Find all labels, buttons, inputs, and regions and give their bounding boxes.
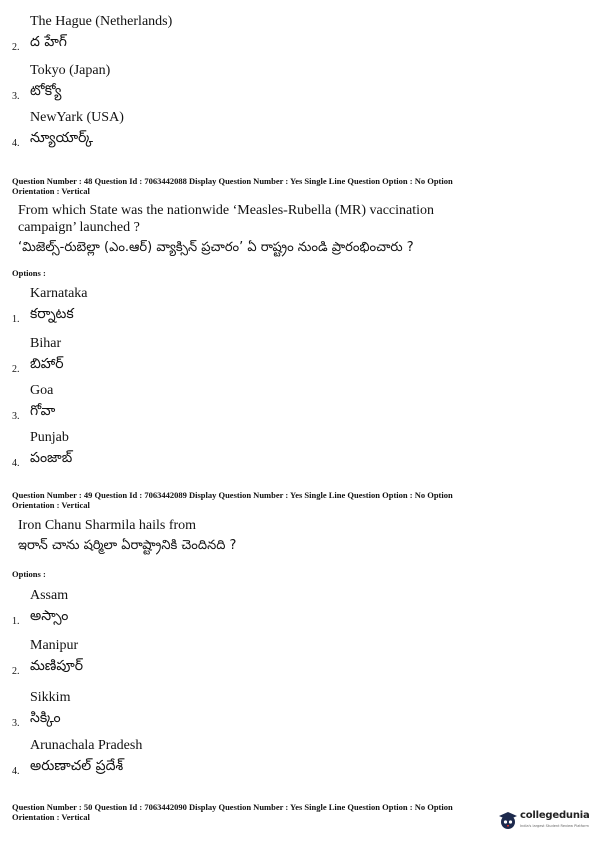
option-number: 2. bbox=[12, 364, 20, 375]
logo-tagline: India's largest Student Review Platform bbox=[520, 824, 589, 828]
meta-line-2: Orientation : Vertical bbox=[12, 186, 90, 196]
option-english: NewYark (USA) bbox=[30, 110, 124, 125]
option-english: Tokyo (Japan) bbox=[30, 63, 111, 78]
option-number: 1. bbox=[12, 616, 20, 627]
collegedunia-logo bbox=[498, 808, 590, 836]
option-english: Karnataka bbox=[30, 286, 88, 301]
option-english: Assam bbox=[30, 588, 69, 603]
meta-line-2: Orientation : Vertical bbox=[12, 812, 90, 822]
option-telugu: కర్నాటక bbox=[30, 306, 74, 322]
option-49-2 bbox=[12, 636, 572, 682]
question-line-1: From which State was the nationwide ‘Measles-Rubella (MR) vaccination bbox=[18, 203, 435, 218]
option-prev-hague-en: The Hague (Netherlands) bbox=[30, 14, 173, 29]
option-english: Sikkim bbox=[30, 690, 71, 705]
option-number: 3. bbox=[12, 411, 20, 422]
option-telugu: అస్సాం bbox=[30, 608, 69, 624]
option-number: 3. bbox=[12, 91, 20, 102]
graduation-cap-icon bbox=[498, 810, 518, 830]
option-english: Arunachala Pradesh bbox=[30, 738, 143, 753]
option-prev-4 bbox=[12, 108, 572, 154]
question-49-meta bbox=[12, 490, 572, 510]
options-label: Options : bbox=[12, 268, 46, 278]
option-number: 2. bbox=[12, 42, 20, 53]
option-number: 3. bbox=[12, 718, 20, 729]
meta-line-2: Orientation : Vertical bbox=[12, 500, 90, 510]
meta-line-1: Question Number : 48 Question Id : 7063442088 Display Question Number : Yes Single Line Question Option : No Option bbox=[12, 176, 453, 186]
option-english: Bihar bbox=[30, 336, 62, 351]
question-48-text-te: ‘మిజెల్స్-రుబెల్లా (ఎం.ఆర్) వ్యాక్సిన్ ప్రచారం’ ఏ రాష్ట్రం నుండి ప్రారంభించారు ? bbox=[18, 240, 414, 255]
option-telugu: బిహార్ bbox=[30, 356, 64, 372]
option-telugu: ద హేగ్ bbox=[30, 34, 67, 50]
option-48-1 bbox=[12, 284, 572, 330]
option-telugu: పంజాబ్ bbox=[30, 450, 73, 466]
option-number: 4. bbox=[12, 458, 20, 469]
option-49-4 bbox=[12, 736, 572, 782]
options-label: Options : bbox=[12, 569, 46, 579]
question-48-meta bbox=[12, 176, 572, 196]
option-telugu: మణిపూర్ bbox=[30, 658, 84, 674]
question-line-2: campaign’ launched ? bbox=[18, 220, 140, 235]
option-48-3 bbox=[12, 381, 572, 427]
question-50-meta bbox=[12, 802, 492, 822]
option-number: 4. bbox=[12, 138, 20, 149]
option-number: 1. bbox=[12, 314, 20, 325]
option-english: Goa bbox=[30, 383, 54, 398]
option-telugu: టోక్యో bbox=[30, 83, 62, 99]
meta-line-1: Question Number : 49 Question Id : 7063442089 Display Question Number : Yes Single Line Question Option : No Option bbox=[12, 490, 453, 500]
option-48-2 bbox=[12, 334, 572, 380]
question-49-text-te: ఇరాన్ చాను షర్మిలా ఏరాష్ట్రానికి చెందినది ? bbox=[18, 538, 237, 553]
question-48-text-en bbox=[18, 202, 573, 236]
option-number: 2. bbox=[12, 666, 20, 677]
logo-name: collegedunia bbox=[520, 810, 590, 821]
option-49-1 bbox=[12, 586, 572, 632]
option-english: Manipur bbox=[30, 638, 79, 653]
option-english: Punjab bbox=[30, 430, 69, 445]
option-telugu: సిక్కిం bbox=[30, 710, 61, 726]
option-48-4 bbox=[12, 428, 572, 474]
option-telugu: అరుణాచల్ ప్రదేశ్ bbox=[30, 758, 124, 774]
option-number: 4. bbox=[12, 766, 20, 777]
option-telugu: న్యూయార్క్ bbox=[30, 130, 93, 146]
option-telugu: గోవా bbox=[30, 403, 56, 419]
question-49-text-en: Iron Chanu Sharmila hails from bbox=[18, 518, 197, 533]
option-49-3 bbox=[12, 688, 572, 734]
option-prev-3 bbox=[12, 61, 572, 107]
meta-line-1: Question Number : 50 Question Id : 7063442090 Display Question Number : Yes Single Line Question Option : No Option bbox=[12, 802, 453, 812]
